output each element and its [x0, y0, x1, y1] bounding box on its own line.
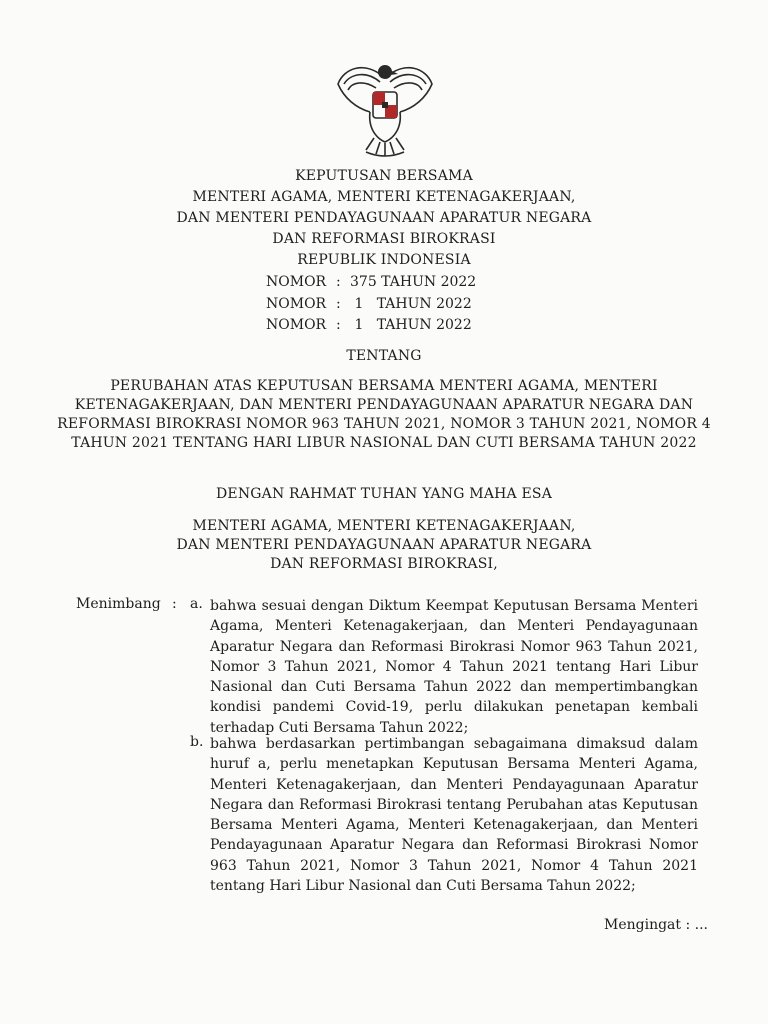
decree-number-row: [266, 294, 476, 316]
number-value: 1 TAHUN 2022: [350, 295, 472, 312]
number-separator: :: [336, 274, 341, 290]
heading-line: MENTERI AGAMA, MENTERI KETENAGAKERJAAN,: [192, 189, 576, 205]
heading-line: KEPUTUSAN BERSAMA: [295, 168, 473, 184]
next-page-catchword: Mengingat : ...: [604, 917, 708, 933]
number-separator: :: [336, 317, 341, 333]
item-text: bahwa berdasarkan pertimbangan sebagaimana dimaksud dalam huruf a, perlu menetapkan Keputusan Bersama Menteri Agama, Menteri Ketenagakerjaan, dan Menteri Pendayagunaan Aparatur Negara dan Reformasi Birokrasi tentang Perubahan atas Keputusan Bersama Menteri Agama, Menteri Ketenagakerjaan, dan Menteri Pendayagunaan Aparatur Negara dan Reformasi Birokrasi Nomor 963 Tahun 2021, Nomor 3 Tahun 2021, Nomor 4 Tahun 2021 tentang Hari Libur Nasional dan Cuti Bersama Tahun 2022;: [210, 736, 698, 895]
garuda-pancasila-icon: [330, 50, 440, 160]
number-separator: :: [336, 295, 341, 312]
number-label: NOMOR: [266, 317, 327, 333]
item-text: bahwa sesuai dengan Diktum Keempat Keputusan Bersama Menteri Agama, Menteri Ketenagakerjaan, dan Menteri Pendayagunaan Aparatur Negara dan Reformasi Birokrasi Nomor 963 Tahun 2021, Nomor 3 Tahun 2021, Nomor 4 Tahun 2021 tentang Hari Libur Nasional dan Cuti Bersama Tahun 2022 dan mempertimbangkan kondisi pandemi Covid-19, perlu dilakukan penetapan kembali terhadap Cuti Bersama Tahun 2022;: [210, 598, 698, 736]
issuing-officials: [0, 517, 768, 574]
decree-numbers: [266, 272, 476, 337]
menimbang-colon: :: [172, 596, 177, 612]
document-heading: [0, 166, 768, 271]
item-marker: a.: [190, 596, 203, 612]
heading-line: REPUBLIK INDONESIA: [297, 252, 471, 268]
tentang-label: TENTANG: [346, 348, 422, 364]
heading-line: DAN REFORMASI BIROKRASI: [272, 231, 496, 247]
item-marker: b.: [190, 734, 204, 750]
menimbang-label: Menimbang: [76, 596, 161, 612]
number-value: 1 TAHUN 2022: [350, 317, 472, 333]
officials-line: DAN MENTERI PENDAYAGUNAAN APARATUR NEGARA: [176, 537, 592, 553]
invocation: DENGAN RAHMAT TUHAN YANG MAHA ESA: [215, 486, 553, 502]
heading-line: DAN MENTERI PENDAYAGUNAAN APARATUR NEGARA: [176, 210, 592, 226]
decree-number-row: [266, 315, 476, 337]
number-label: NOMOR: [266, 295, 327, 312]
number-label: NOMOR: [266, 274, 327, 290]
number-value: 375 TAHUN 2022: [350, 274, 477, 290]
decree-subject: PERUBAHAN ATAS KEPUTUSAN BERSAMA MENTERI AGAMA, MENTERI KETENAGAKERJAAN, DAN MENTERI PENDAYAGUNAAN APARATUR NEGARA DAN REFORMASI BIROKRASI NOMOR 963 TAHUN 2021, NOMOR 3 TAHUN 2021, NOMOR 4 TAHUN 2021 TENTANG HARI LIBUR NASIONAL DAN CUTI BERSAMA TAHUN 2022: [57, 378, 711, 451]
decree-number-row: [266, 272, 476, 294]
officials-line: DAN REFORMASI BIROKRASI,: [270, 556, 498, 572]
officials-line: MENTERI AGAMA, MENTERI KETENAGAKERJAAN,: [192, 518, 576, 534]
